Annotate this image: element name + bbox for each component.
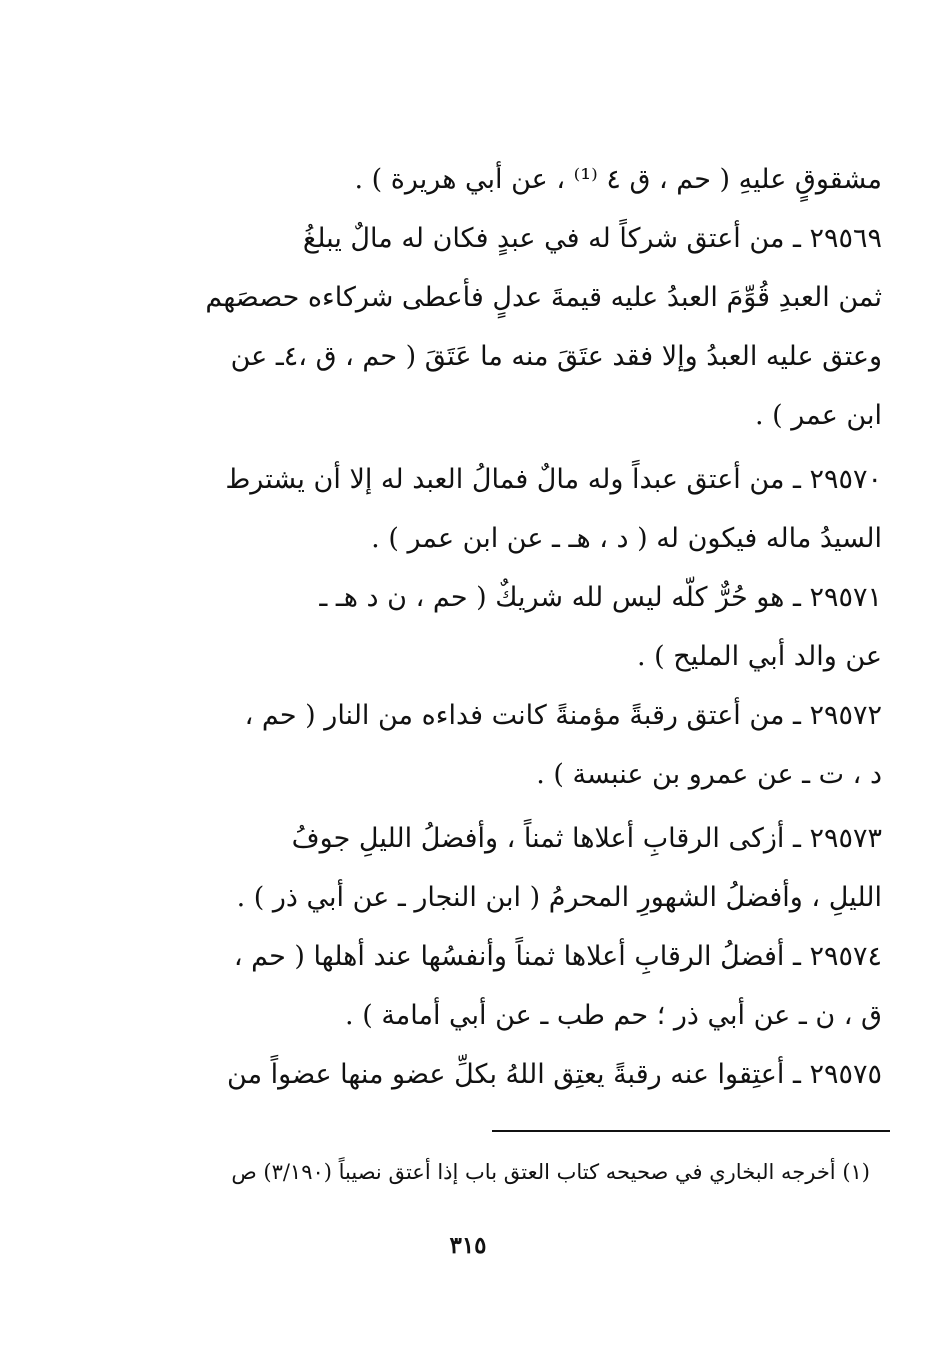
hadith-29571: ٢٩٥٧١ ـ هو حُرٌّ كلّه ليس لله شريكٌ ( حم ، ن د هـ ـ [319, 582, 882, 613]
hadith-29572: ٢٩٥٧٢ ـ من أعتق رقبةً مؤمنةً كانت فداءه من النار ( حم ، [244, 700, 882, 731]
footnote: (١) أخرجه البخاري في صحيحه كتاب العتق باب إذا أعتق نصيباً (٣/١٩٠) ص [231, 1160, 870, 1184]
text-line: ثمن العبدِ قُوِّمَ العبدُ عليه قيمةَ عدلٍ فأعطى شركاءه حصصَهم [205, 282, 882, 313]
text-line: ابن عمر ) . [754, 400, 882, 431]
hadith-29569: ٢٩٥٦٩ ـ من أعتق شركاً له في عبدٍ فكان له مالٌ يبلغُ [302, 223, 882, 254]
text-line: ق ، ن ـ عن أبي ذر ؛ حم طب ـ عن أبي أمامة ) . [345, 1000, 882, 1031]
hadith-29574: ٢٩٥٧٤ ـ أفضلُ الرقابِ أعلاها ثمناً وأنفسُها عند أهلها ( حم ، [233, 941, 882, 972]
text-line: عن والد أبي المليح ) . [636, 641, 882, 672]
text-line: د ، ت ـ عن عمرو بن عنبسة ) . [536, 759, 882, 790]
text-line: وعتق عليه العبدُ وإلا فقد عتَقَ منه ما عَتَقَ ( حم ، ق ،٤ـ عن [230, 341, 882, 372]
footnote-divider [492, 1130, 890, 1132]
hadith-29573: ٢٩٥٧٣ ـ أزكى الرقابِ أعلاها ثمناً ، وأفضلُ الليلِ جوفُ [291, 823, 882, 854]
text-line: السيدُ ماله فيكون له ( د ، هـ ـ عن ابن عمر ) . [371, 523, 882, 554]
hadith-29570: ٢٩٥٧٠ ـ من أعتق عبداً وله مالٌ فمالُ العبد له إلا أن يشترط [225, 464, 882, 495]
hadith-29575: ٢٩٥٧٥ ـ أعتِقوا عنه رقبةً يعتِق اللهُ بكلِّ عضو منها عضواً من [227, 1059, 882, 1090]
text-line: مشقوقٍ عليهِ ( حم ، ق ٤ ⁽¹⁾ ، عن أبي هريرة ) . [354, 164, 882, 195]
text-line: الليلِ ، وأفضلُ الشهورِ المحرمُ ( ابن النجار ـ عن أبي ذر ) . [236, 882, 882, 913]
main-text [170, 150, 882, 1104]
page-number: ٣١٥ [449, 1232, 487, 1259]
